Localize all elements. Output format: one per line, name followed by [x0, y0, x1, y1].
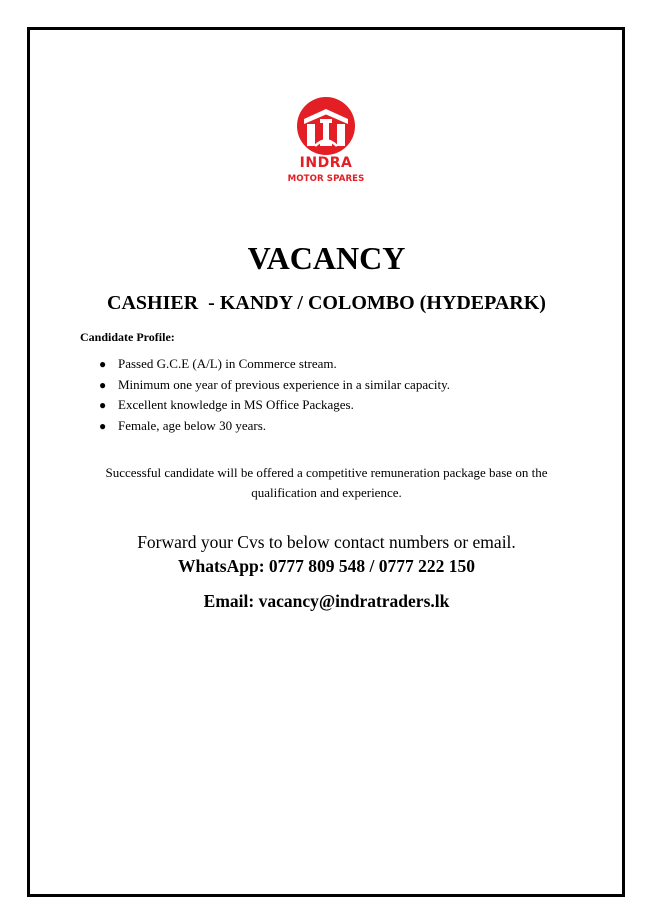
company-logo [280, 95, 372, 191]
bullet-icon: ● [99, 357, 107, 371]
email-contact: Email: vacancy@indratraders.lk [203, 591, 450, 611]
list-item: ● Excellent knowledge in MS Office Packages. [96, 395, 450, 416]
indra-emblem-icon [280, 95, 372, 157]
bullet-icon: ● [99, 377, 107, 392]
logo-company-name: INDRA [299, 155, 353, 171]
candidate-profile-label: Candidate Profile: [80, 330, 175, 344]
logo-tagline: MOTOR SPARES [287, 174, 365, 184]
requirements-list [96, 354, 450, 436]
position-title: CASHIER - KANDY / COLOMBO (HYDEPARK) [107, 292, 546, 314]
forward-instructions: Forward your Cvs to below contact numbers or email. [137, 532, 516, 552]
list-item: ● Passed G.C.E (A/L) in Commerce stream. [96, 354, 450, 375]
offer-paragraph: Successful candidate will be offered a competitive remuneration package base on the qualification and experience. [105, 465, 548, 500]
list-item: ● Female, age below 30 years. [96, 416, 450, 437]
page-title: VACANCY [247, 240, 406, 276]
whatsapp-contact: WhatsApp: 0777 809 548 / 0777 222 150 [177, 556, 476, 576]
bullet-icon: ● [99, 398, 107, 412]
list-item: ● Minimum one year of previous experience in a similar capacity. [96, 375, 450, 396]
bullet-icon: ● [99, 418, 107, 433]
